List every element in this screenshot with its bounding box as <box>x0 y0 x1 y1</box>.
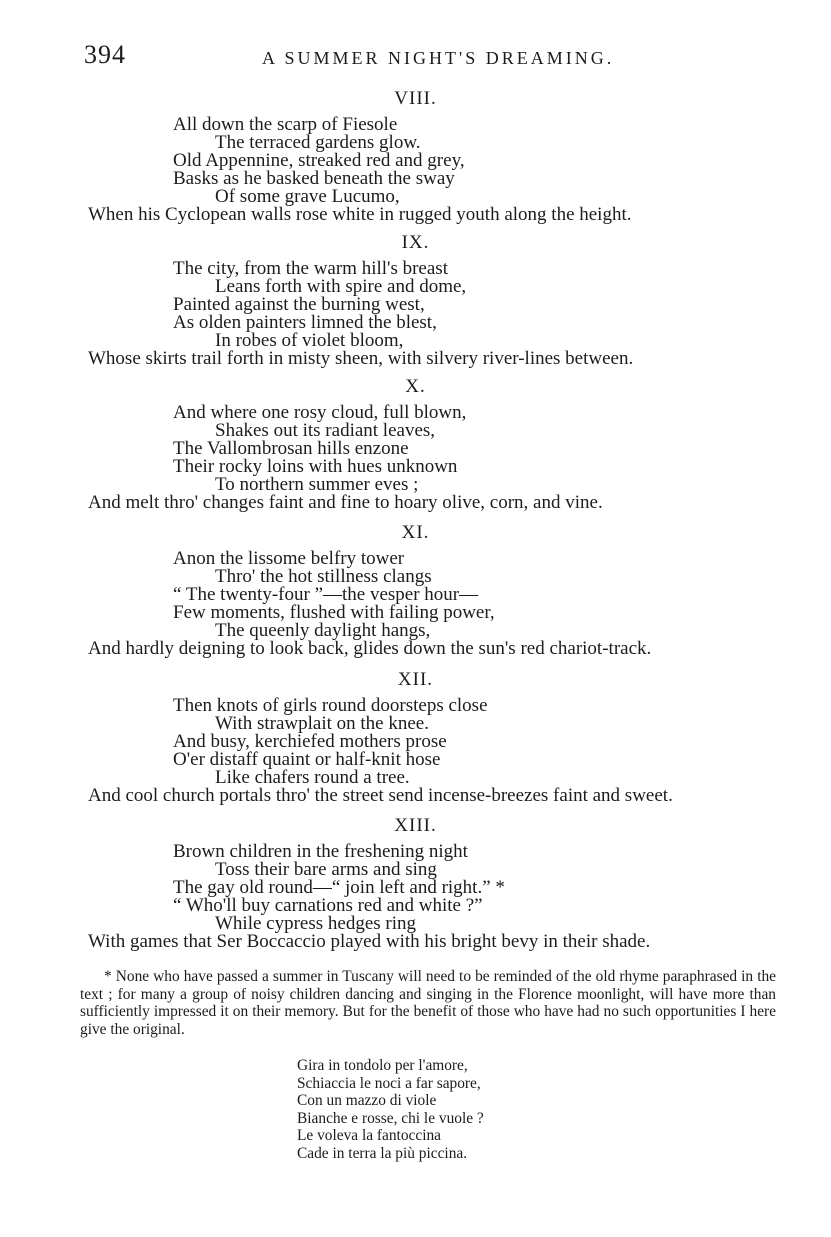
verse-line: Brown children in the freshening night <box>173 841 468 862</box>
rhyme-line: Bianche e rosse, chi le vuole ? <box>297 1109 484 1127</box>
verse-line: The gay old round—“ join left and right.” * <box>173 877 505 898</box>
stanza-numeral: IX. <box>401 232 430 253</box>
rhyme-line: Schiaccia le noci a far sapore, <box>297 1074 481 1092</box>
stanza-numeral: VIII. <box>394 88 437 109</box>
verse-line: The terraced gardens glow. <box>215 132 421 153</box>
rhyme-line: Gira in tondolo per l'amore, <box>297 1057 468 1074</box>
verse-line: Painted against the burning west, <box>173 294 425 315</box>
verse-line: “ The twenty-four ”—the vesper hour— <box>173 584 479 605</box>
verse-line: With strawplait on the knee. <box>215 713 429 734</box>
verse-line: Toss their bare arms and sing <box>215 859 437 880</box>
verse-line: “ Who'll buy carnations red and white ?” <box>173 895 483 916</box>
footnote-text: * None who have passed a summer in Tuscany will need to be reminded of the old rhyme paraphrased in the text ; for many a group of noisy children dancing and singing in the Florence moonlight, will have more than sufficiently impressed it on their memory. But for the benefit of those who have had no such opportunities I here give the original. <box>80 968 776 1038</box>
verse-line: Whose skirts trail forth in misty sheen, with silvery river-lines between. <box>88 348 634 369</box>
original-rhyme <box>297 1057 484 1163</box>
verse-line: Like chafers round a tree. <box>215 767 410 788</box>
verse-line: And where one rosy cloud, full blown, <box>173 402 467 423</box>
verse-line: And cool church portals thro' the street send incense-breezes faint and sweet. <box>88 785 673 806</box>
verse-line: O'er distaff quaint or half-knit hose <box>173 749 441 770</box>
verse-line: Then knots of girls round doorsteps close <box>173 695 488 716</box>
verse-line: Of some grave Lucumo, <box>215 186 400 207</box>
verse-line: Few moments, flushed with failing power, <box>173 602 495 623</box>
verse-line: And melt thro' changes faint and fine to hoary olive, corn, and vine. <box>88 492 603 513</box>
verse-line: When his Cyclopean walls rose white in rugged youth along the height. <box>88 204 632 225</box>
stanza-numeral: XI. <box>401 522 430 543</box>
rhyme-line: Cade in terra la più piccina. <box>297 1144 468 1162</box>
stanza-numeral: X. <box>405 376 426 397</box>
running-title: A SUMMER NIGHT'S DREAMING. <box>262 48 615 68</box>
verse-line: The city, from the warm hill's breast <box>173 258 448 279</box>
verse-line: Shakes out its radiant leaves, <box>215 420 436 441</box>
verse-line: Old Appennine, streaked red and grey, <box>173 150 465 171</box>
footnote <box>80 968 776 1038</box>
verse-line: All down the scarp of Fiesole <box>173 114 398 135</box>
verse-line: Anon the lissome belfry tower <box>173 548 405 569</box>
verse-line: Basks as he basked beneath the sway <box>173 168 455 189</box>
verse-line: Thro' the hot stillness clangs <box>215 566 432 587</box>
page-number: 394 <box>84 40 126 69</box>
verse-line: As olden painters limned the blest, <box>173 312 437 333</box>
verse-line: Leans forth with spire and dome, <box>215 276 467 297</box>
verse-line: While cypress hedges ring <box>215 913 417 934</box>
stanza-numeral: XIII. <box>394 815 437 836</box>
stanza-numeral: XII. <box>397 669 434 690</box>
verse-line: And hardly deigning to look back, glides down the sun's red chariot-track. <box>88 638 652 659</box>
verse-line: To northern summer eves ; <box>215 474 419 495</box>
rhyme-line: Le voleva la fantoccina <box>297 1127 441 1145</box>
page-header <box>84 40 784 74</box>
verse-line: The queenly daylight hangs, <box>215 620 431 641</box>
verse-line: With games that Ser Boccaccio played with his bright bevy in their shade. <box>88 931 651 952</box>
verse-line: In robes of violet bloom, <box>215 330 404 351</box>
verse-line: Their rocky loins with hues unknown <box>173 456 458 477</box>
verse-line: The Vallombrosan hills enzone <box>173 438 409 459</box>
verse-line: And busy, kerchiefed mothers prose <box>173 731 447 752</box>
rhyme-line: Con un mazzo di viole <box>297 1092 437 1110</box>
